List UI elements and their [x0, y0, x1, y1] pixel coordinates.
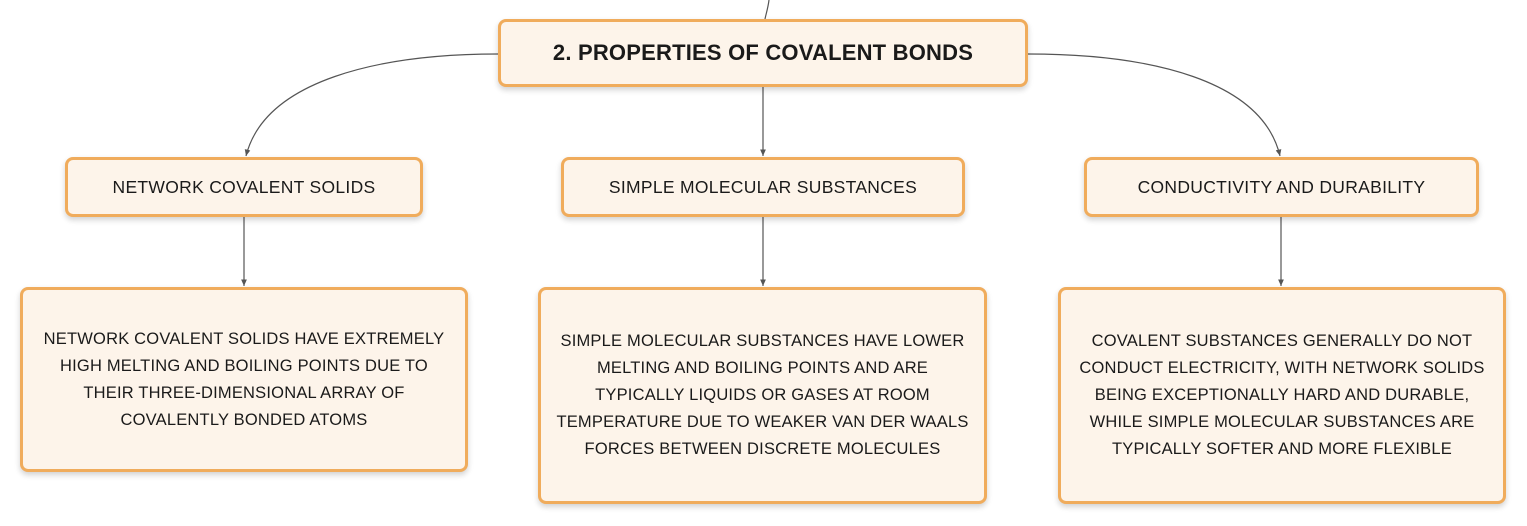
detail-node-simple-molecular-substances[interactable]: SIMPLE MOLECULAR SUBSTANCES HAVE LOWER MELTING AND BOILING POINTS AND ARE TYPICALLY LIQUIDS OR GASES AT ROOM TEMPERATURE DUE TO WEAKER VAN DER WAALS FORCES BETWEEN DISCRETE MOLECULES: [538, 287, 987, 504]
connector-root-to-conductivity: [1028, 54, 1280, 156]
branch-node-conductivity-and-durability[interactable]: CONDUCTIVITY AND DURABILITY: [1084, 157, 1479, 217]
connector-root-to-network-solids: [246, 54, 498, 156]
branch-node-simple-molecular-substances[interactable]: SIMPLE MOLECULAR SUBSTANCES: [561, 157, 965, 217]
detail-node-conductivity-and-durability[interactable]: COVALENT SUBSTANCES GENERALLY DO NOT CONDUCT ELECTRICITY, WITH NETWORK SOLIDS BEING EXCEPTIONALLY HARD AND DURABLE, WHILE SIMPLE MOLECULAR SUBSTANCES ARE TYPICALLY SOFTER AND MORE FLEXIBLE: [1058, 287, 1506, 504]
root-node-properties-of-covalent-bonds[interactable]: 2. PROPERTIES OF COVALENT BONDS: [498, 19, 1028, 87]
incoming-connector: [765, 0, 769, 19]
detail-node-network-covalent-solids[interactable]: NETWORK COVALENT SOLIDS HAVE EXTREMELY HIGH MELTING AND BOILING POINTS DUE TO THEIR THREE-DIMENSIONAL ARRAY OF COVALENTLY BONDED ATOMS: [20, 287, 468, 472]
branch-node-network-covalent-solids[interactable]: NETWORK COVALENT SOLIDS: [65, 157, 423, 217]
